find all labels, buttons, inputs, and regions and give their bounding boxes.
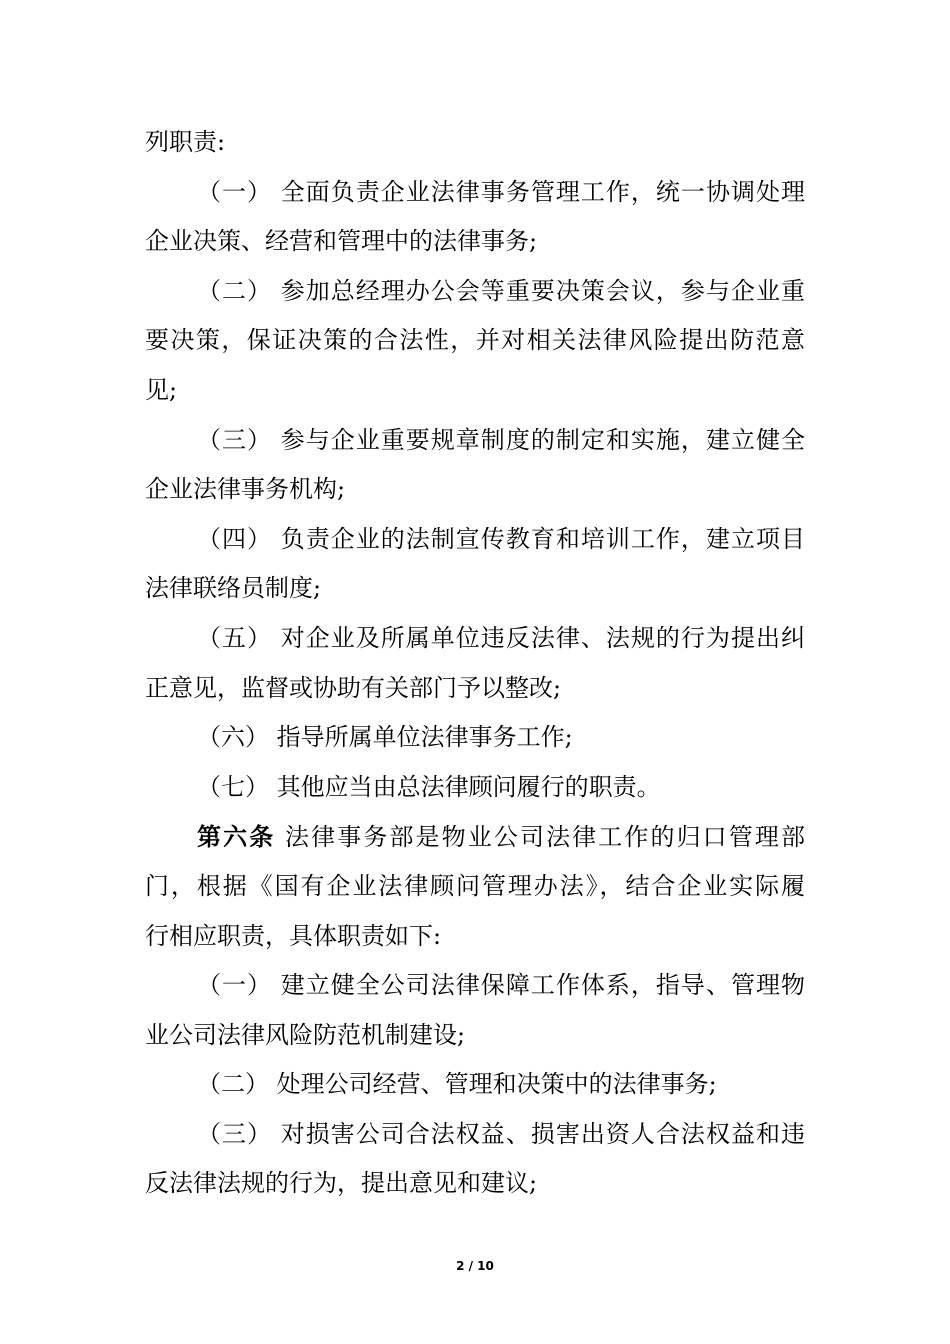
paragraph-line: 法律联络员制度; [145, 574, 322, 603]
clause-item [145, 416, 805, 515]
paragraph-line: （六） 指导所属单位法律事务工作; [197, 723, 573, 752]
clause-item [145, 168, 805, 267]
clause-item [145, 713, 805, 763]
paragraph-line: （二） 处理公司经营、管理和决策中的法律事务; [197, 1070, 717, 1099]
paragraph-line: （五） 对企业及所属单位违反法律、法规的行为提出纠 [197, 623, 805, 652]
document-body [145, 118, 805, 1209]
paragraph-line: 要决策，保证决策的合法性，并对相关法律风险提出防范意 [145, 326, 805, 355]
paragraph-line: 行相应职责，具体职责如下: [145, 921, 442, 950]
article-label: 第六条 [197, 822, 276, 852]
paragraph-line: 业公司法律风险防范机制建设; [145, 1020, 466, 1049]
paragraph-line [145, 812, 805, 862]
clause-item [145, 763, 805, 813]
paragraph-line: 见; [145, 375, 178, 404]
page-number: 2 / 10 [456, 1259, 494, 1273]
clause-item [145, 1110, 805, 1209]
paragraph-line: （四） 负责企业的法制宣传教育和培训工作，建立项目 [197, 524, 805, 553]
clause-item [145, 515, 805, 614]
paragraph-line: （二） 参加总经理办公会等重要决策会议，参与企业重 [197, 276, 805, 305]
paragraph-line: 列职责: [145, 128, 226, 156]
clause-item [145, 614, 805, 713]
paragraph-line: 门，根据《国有企业法律顾问管理办法》，结合企业实际履 [145, 871, 805, 900]
clause-item [145, 1060, 805, 1110]
paragraph-line: 企业决策、经营和管理中的法律事务; [145, 227, 538, 256]
paragraph-line: 反法律法规的行为，提出意见和建议; [145, 1169, 538, 1198]
clause-item [145, 267, 805, 416]
paragraph-line: （一） 全面负责企业法律事务管理工作，统一协调处理 [197, 177, 805, 206]
paragraph-line: 企业法律事务机构; [145, 475, 346, 504]
paragraph-line: （七） 其他应当由总法律顾问履行的职责。 [197, 772, 661, 801]
article-text: 法律事务部是物业公司法律工作的归口管理部 [285, 823, 805, 852]
paragraph-line: （三） 对损害公司合法权益、损害出资人合法权益和违 [197, 1119, 805, 1148]
article-six [145, 812, 805, 961]
clause-item [145, 961, 805, 1060]
paragraph-line: （一） 建立健全公司法律保障工作体系，指导、管理物 [197, 971, 805, 1000]
paragraph-line: （三） 参与企业重要规章制度的制定和实施，建立健全 [197, 425, 805, 454]
paragraph-line: 正意见，监督或协助有关部门予以整改; [145, 673, 562, 702]
